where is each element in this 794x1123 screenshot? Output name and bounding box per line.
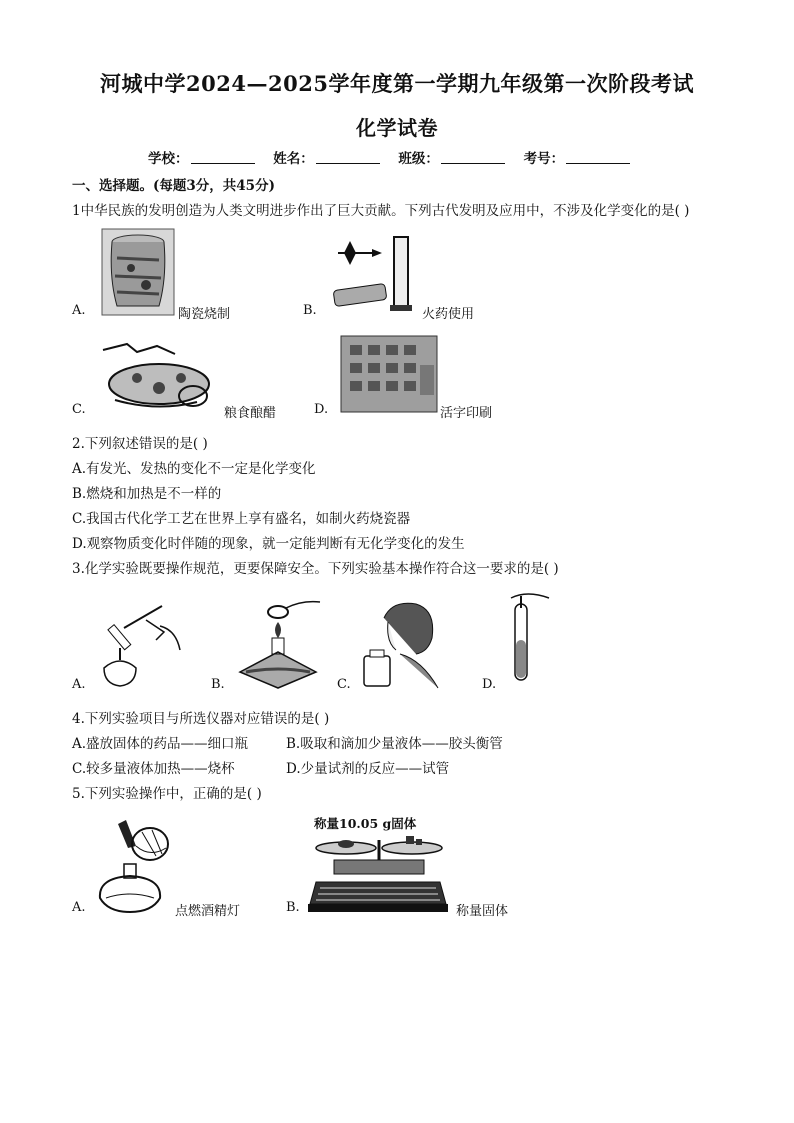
school-blank: [191, 151, 255, 164]
balance-scale-image: [304, 830, 452, 916]
q5-option-a-caption: 点燃酒精灯: [175, 904, 241, 919]
q1-option-a-label: A.: [72, 303, 86, 318]
q5-stem: 5.下列实验操作中，正确的是( ): [72, 786, 262, 802]
q1-option-a-caption: 陶瓷烧制: [178, 307, 231, 322]
q4-option-c: C.较多量液体加热——烧杯: [72, 761, 235, 777]
exam-subtitle: 化学试卷: [356, 116, 438, 140]
smell-gas-image: [362, 598, 442, 690]
movable-type-image: [340, 335, 438, 413]
q4-option-a: A.盛放固体的药品——细口瓶: [72, 736, 249, 752]
q4-option-d: D.少量试剂的反应——试管: [286, 761, 450, 777]
vinegar-brewing-image: [97, 340, 223, 414]
q5-option-b-label: B.: [286, 900, 300, 915]
q3-option-a-label: A.: [72, 677, 86, 692]
q2-option-c: C.我国古代化学工艺在世界上享有盛名，如制火药烧瓷器: [72, 511, 411, 527]
gunpowder-rocket-image: [330, 235, 414, 315]
student-info-row: [148, 147, 644, 167]
q1-option-d-caption: 活字印刷: [440, 406, 493, 421]
q3-option-d-label: D.: [482, 677, 497, 692]
q1-stem: 1中华民族的发明创造为人类文明进步作出了巨大贡献。下列古代发明及应用中，不涉及化学变化的是( ): [72, 203, 690, 219]
lamp-lid-extinguish-image: [236, 592, 322, 690]
q1-option-c-label: C.: [72, 402, 86, 417]
name-blank: [316, 151, 380, 164]
q1-option-b-caption: 火药使用: [422, 307, 475, 322]
q4-stem: 4.下列实验项目与所选仪器对应错误的是( ): [72, 711, 330, 727]
pottery-jar-image: [101, 228, 175, 316]
q4-option-b: B.吸取和滴加少量液体——胶头衡管: [286, 736, 503, 752]
q3-option-b-label: B.: [211, 677, 225, 692]
lighting-alcohol-lamp-image: [92, 818, 172, 916]
lamp-to-lamp-ignition-image: [90, 598, 186, 690]
q3-option-c-label: C.: [337, 677, 351, 692]
name-label: 姓名：: [273, 151, 314, 167]
balance-label: 称量10.05 g固体: [314, 816, 417, 831]
q1-option-b-label: B.: [303, 303, 317, 318]
q2-option-b: B.燃烧和加热是不一样的: [72, 486, 222, 502]
class-blank: [441, 151, 505, 164]
q3-stem: 3.化学实验既要操作规范，更要保障安全。下列实验基本操作符合这一要求的是( ): [72, 561, 559, 577]
school-label: 学校：: [148, 151, 189, 167]
class-label: 班级：: [398, 151, 439, 167]
test-tube-image: [505, 590, 551, 690]
exam-number-label: 考号：: [523, 151, 565, 167]
q5-option-b-caption: 称量固体: [456, 904, 509, 919]
q1-option-c-caption: 粮食酿醋: [224, 406, 277, 421]
q2-stem: 2.下列叙述错误的是( ): [72, 436, 208, 452]
exam-number-blank: [566, 151, 630, 164]
q2-option-d: D.观察物质变化时伴随的现象，就一定能判断有无化学变化的发生: [72, 536, 465, 552]
q2-option-a: A.有发光、发热的变化不一定是化学变化: [72, 461, 316, 477]
exam-title: 河城中学2024—2025学年度第一学期九年级第一次阶段考试: [100, 71, 694, 96]
q5-option-a-label: A.: [72, 900, 86, 915]
section-heading: 一、选择题。(每题3分，共45分): [72, 178, 275, 194]
q1-option-d-label: D.: [314, 402, 329, 417]
